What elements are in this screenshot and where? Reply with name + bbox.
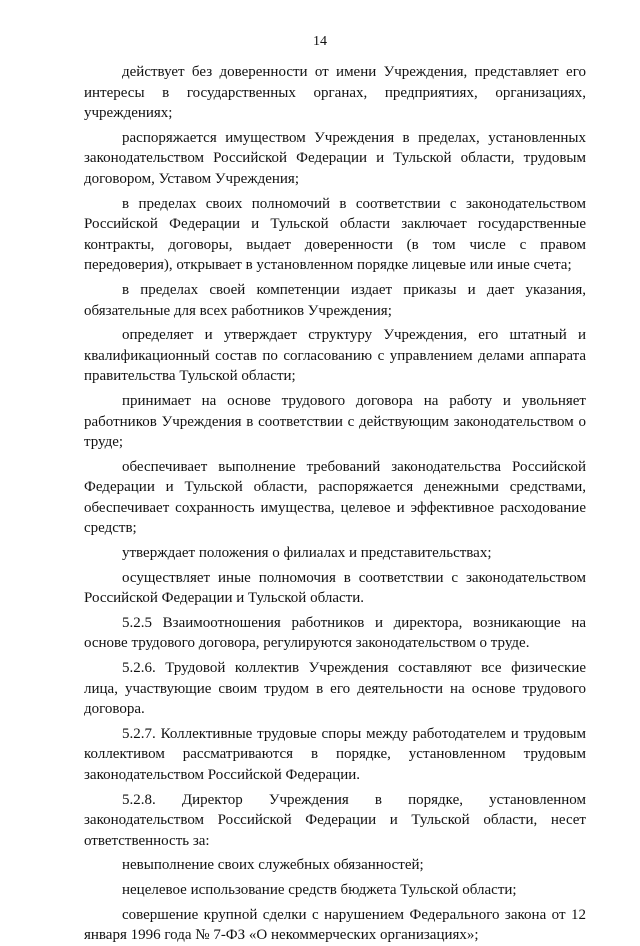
- paragraph: утверждает положения о филиалах и представительствах;: [122, 545, 492, 562]
- paragraph: невыполнение своих служебных обязанностей;: [122, 857, 424, 874]
- page-number: 14: [313, 34, 327, 49]
- section-5-2-5: 5.2.5 Взаимоотношения работников и директора, возникающие на основе трудового договора, регулируются законодательством о труде.: [84, 614, 586, 652]
- paragraph: действует без доверенности от имени Учреждения, представляет его интересы в государственных органах, предприятиях, организациях, учреждениях;: [84, 64, 586, 122]
- paragraph: распоряжается имуществом Учреждения в пределах, установленных законодательством Российской Федерации и Тульской области, трудовым договором, Уставом Учреждения;: [84, 129, 586, 187]
- paragraph: нецелевое использование средств бюджета Тульской области;: [122, 881, 517, 898]
- paragraph: совершение крупной сделки с нарушением Федерального закона от 12 января 1996 года № 7-ФЗ «О некоммерческих организациях»;: [84, 906, 586, 944]
- document-body: [84, 62, 586, 946]
- paragraph: определяет и утверждает структуру Учреждения, его штатный и квалификационный состав по согласованию с управлением делами аппарата правительства Тульской области;: [84, 327, 586, 385]
- section-5-2-8: 5.2.8. Директор Учреждения в порядке, установленном законодательством Российской Федерации и Тульской области, несет ответственность за:: [84, 791, 586, 849]
- paragraph: в пределах своих полномочий в соответствии с законодательством Российской Федерации и Тульской области заключает государственные контракты, договоры, выдает доверенности (в том числе с правом передоверия), открывает в установленном порядке лицевые или иные счета;: [84, 195, 586, 274]
- paragraph: обеспечивает выполнение требований законодательства Российской Федерации и Тульской области, распоряжается денежными средствами, обеспечивает сохранность имущества, целевое и эффективное расходование средств;: [84, 458, 586, 537]
- paragraph: осуществляет иные полномочия в соответствии с законодательством Российской Федерации и Тульской области.: [84, 569, 586, 607]
- section-5-2-7: 5.2.7. Коллективные трудовые споры между работодателем и трудовым коллективом рассматриваются в порядке, установленном трудовым законодательством Российской Федерации.: [84, 725, 586, 783]
- paragraph: принимает на основе трудового договора на работу и увольняет работников Учреждения в соответствии с действующим законодательством о труде;: [84, 392, 586, 451]
- paragraph: в пределах своей компетенции издает приказы и дает указания, обязательные для всех работников Учреждения;: [84, 281, 586, 319]
- section-5-2-6: 5.2.6. Трудовой коллектив Учреждения составляют все физические лица, участвующие своим трудом в его деятельности на основе трудового договора.: [84, 660, 586, 718]
